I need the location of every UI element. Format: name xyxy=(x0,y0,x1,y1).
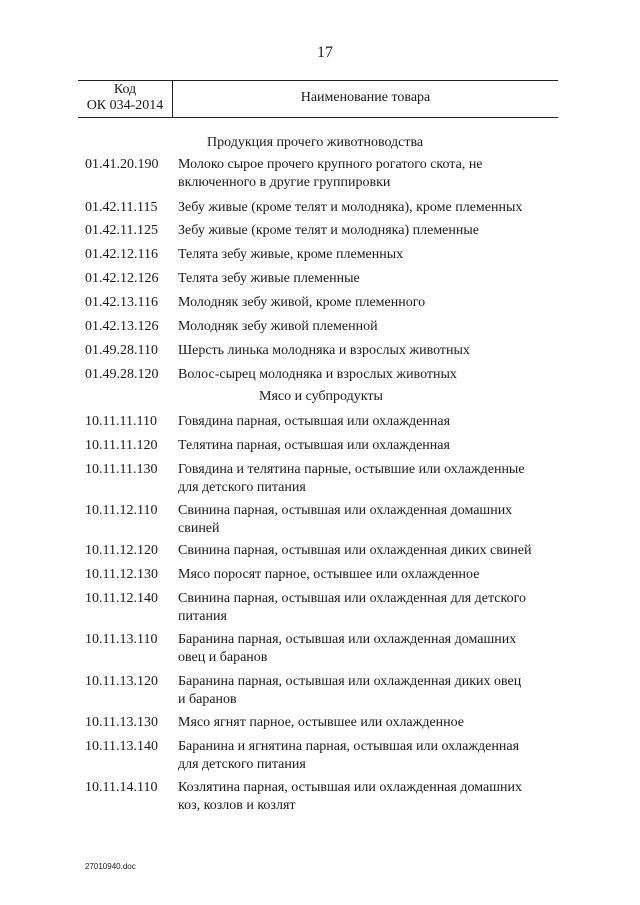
table-header xyxy=(78,80,558,118)
row-name: Говядина и телятина парные, остывшие или охлажденные для детского питания xyxy=(178,462,525,495)
row-code: 01.49.28.120 xyxy=(85,367,159,382)
row-name: Телята зебу живые племенные xyxy=(178,271,360,286)
row-code: 10.11.12.110 xyxy=(85,503,158,518)
code-header-line1: Код xyxy=(113,82,137,97)
row-code: 10.11.13.130 xyxy=(85,715,158,730)
row-code: 10.11.11.110 xyxy=(85,414,157,429)
row-name: Баранина парная, остывшая или охлажденная диких овец и баранов xyxy=(178,674,522,707)
row-name: Мясо ягнят парное, остывшее или охлажденное xyxy=(178,715,465,730)
row-name: Зебу живые (кроме телят и молодняка), кроме племенных xyxy=(178,200,523,215)
row-name: Молодняк зебу живой, кроме племенного xyxy=(178,295,426,310)
row-name: Баранина и ягнятина парная, остывшая или охлажденная для детского питания xyxy=(178,739,520,772)
row-name: Шерсть линька молодняка и взрослых животных xyxy=(178,343,470,358)
row-code: 10.11.12.130 xyxy=(85,567,158,582)
row-code: 01.42.12.126 xyxy=(85,271,159,286)
document-filename: 27010940.doc xyxy=(85,862,136,871)
code-header-line2: ОК 034-2014 xyxy=(86,98,164,113)
row-name: Свинина парная, остывшая или охлажденная для детского питания xyxy=(178,591,526,624)
row-code: 10.11.13.110 xyxy=(85,632,158,647)
row-code: 01.42.11.125 xyxy=(85,223,158,238)
row-code: 10.11.13.120 xyxy=(85,674,158,689)
row-code: 01.42.13.116 xyxy=(85,295,158,310)
row-code: 01.42.12.116 xyxy=(85,247,158,262)
row-name: Зебу живые (кроме телят и молодняка) племенные xyxy=(178,223,479,238)
row-name: Волос-сырец молодняка и взрослых животных xyxy=(178,367,457,382)
row-name: Баранина парная, остывшая или охлажденная домашних овец и баранов xyxy=(178,632,517,665)
row-code: 01.41.20.190 xyxy=(85,157,159,172)
row-code: 01.42.13.126 xyxy=(85,319,159,334)
row-code: 10.11.12.140 xyxy=(85,591,158,606)
row-code: 10.11.11.130 xyxy=(85,462,158,477)
row-name: Мясо поросят парное, остывшее или охлажденное xyxy=(178,567,480,582)
row-name: Говядина парная, остывшая или охлажденная xyxy=(178,414,451,429)
code-column-header xyxy=(78,82,172,114)
row-code: 01.42.11.115 xyxy=(85,200,158,215)
row-name: Свинина парная, остывшая или охлажденная диких свиней xyxy=(178,543,532,558)
row-code: 10.11.12.120 xyxy=(85,543,158,558)
row-name: Свинина парная, остывшая или охлажденная домашних свиней xyxy=(178,503,513,536)
row-code: 10.11.13.140 xyxy=(85,739,158,754)
row-name: Молоко сырое прочего крупного рогатого скота, не включенного в другие группировки xyxy=(178,157,483,190)
section-title: Продукция прочего животноводства xyxy=(207,135,424,150)
row-name: Козлятина парная, остывшая или охлажденная домашних коз, козлов и козлят xyxy=(178,780,522,813)
row-code: 10.11.11.120 xyxy=(85,438,158,453)
row-name: Телята зебу живые, кроме племенных xyxy=(178,247,404,262)
section-title: Мясо и субпродукты xyxy=(259,389,383,404)
page-number: 17 xyxy=(317,44,333,61)
row-name: Молодняк зебу живой племенной xyxy=(178,319,378,334)
row-code: 10.11.14.110 xyxy=(85,780,158,795)
name-column-header: Наименование товара xyxy=(300,90,431,105)
row-code: 01.49.28.110 xyxy=(85,343,158,358)
row-name: Телятина парная, остывшая или охлажденная xyxy=(178,438,450,453)
